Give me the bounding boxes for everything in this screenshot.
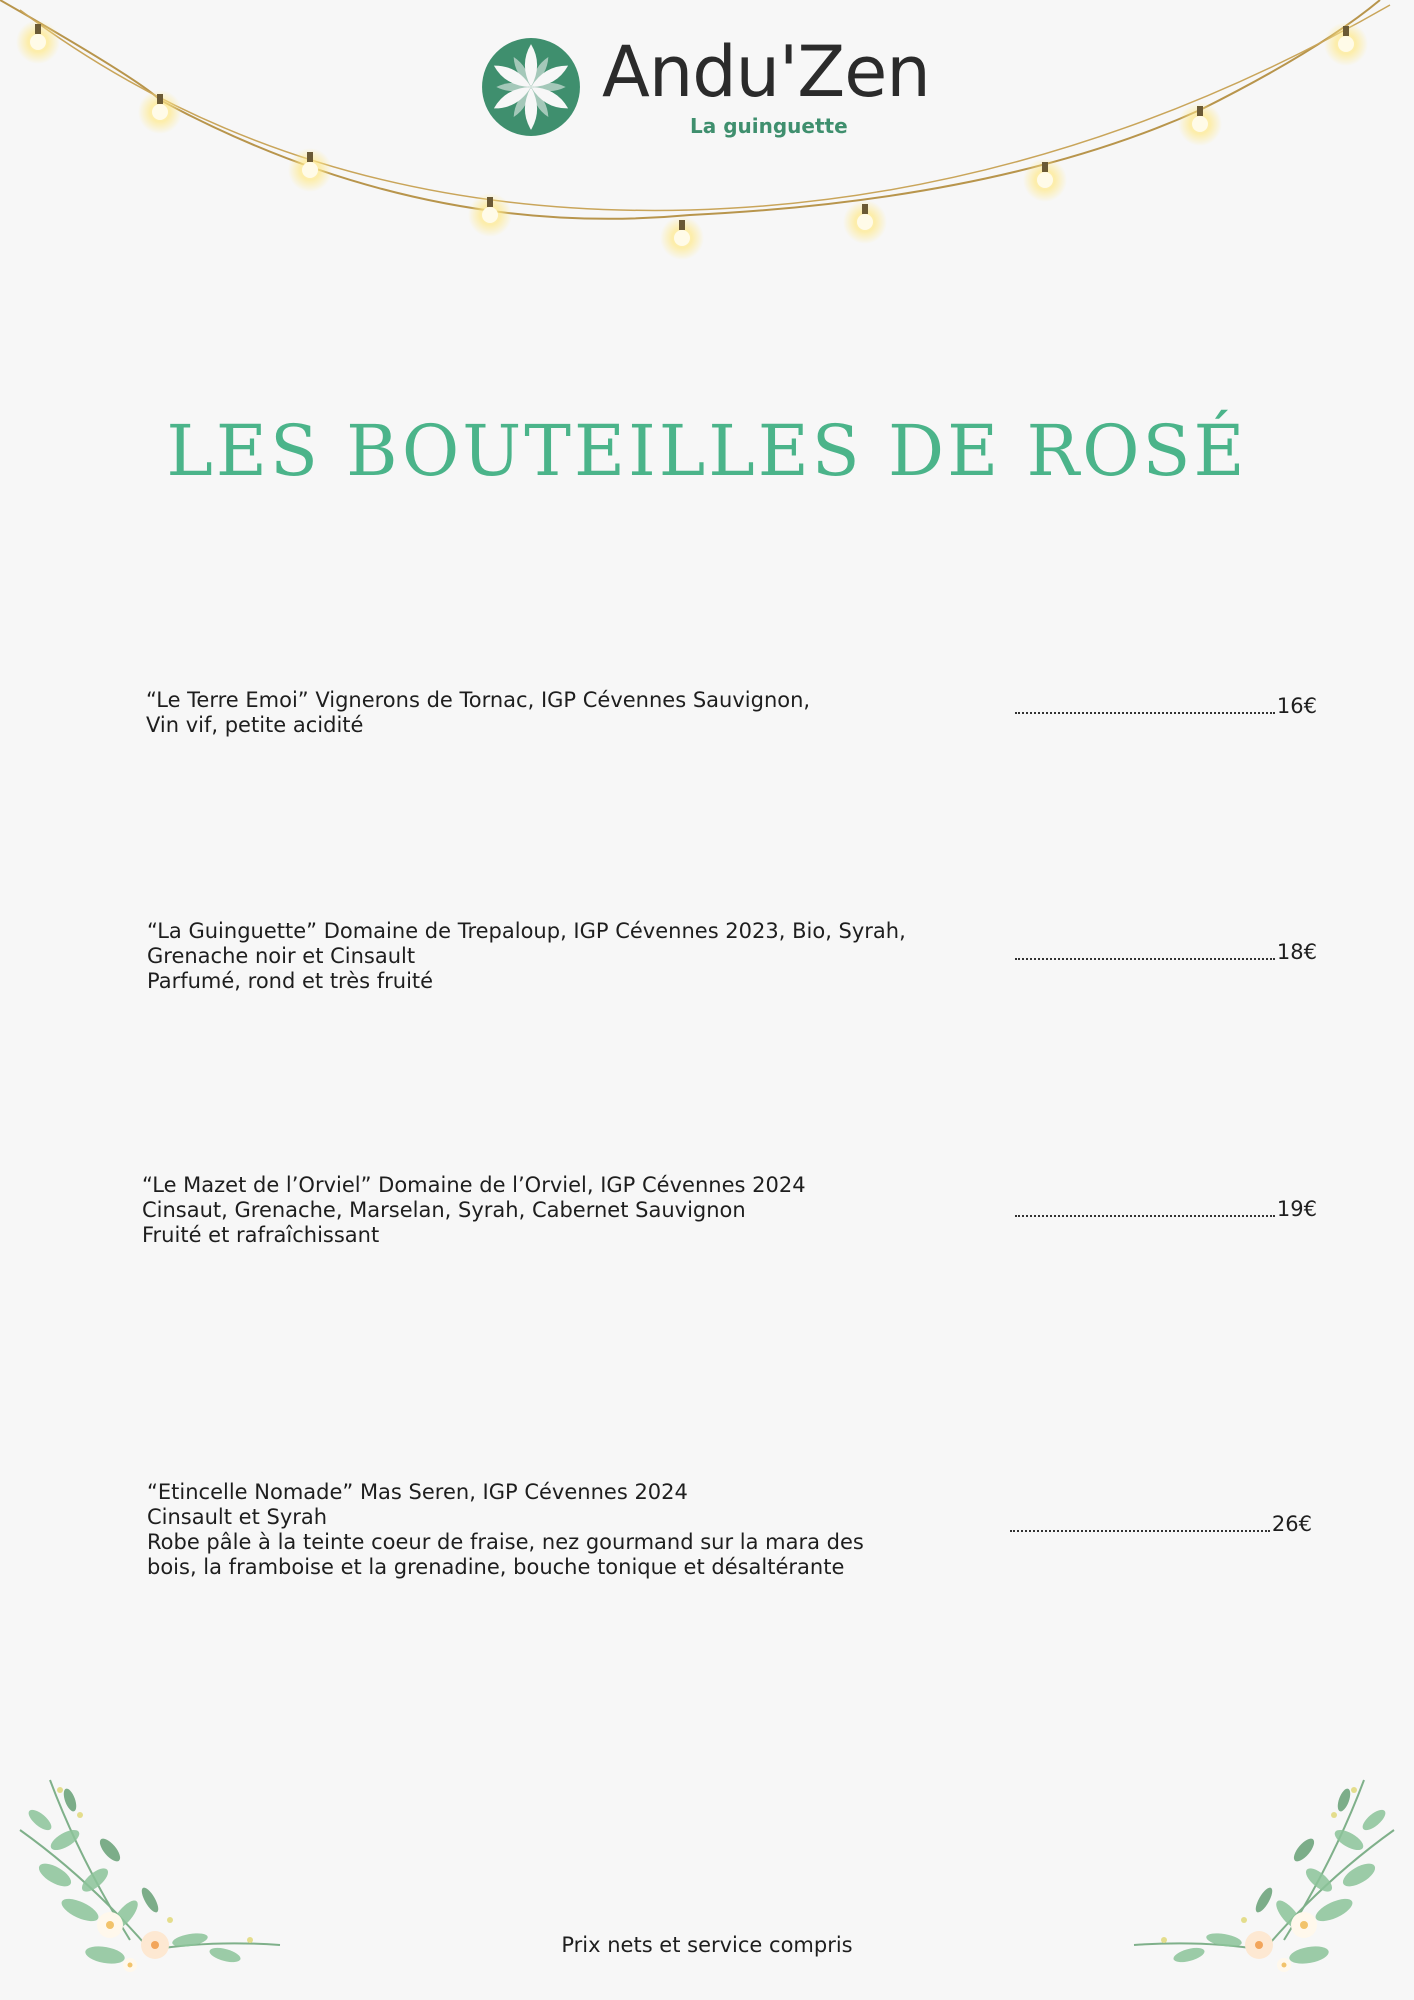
wine-description bbox=[147, 919, 1007, 994]
bulb-icon bbox=[660, 216, 704, 260]
dot-leader bbox=[1015, 1195, 1275, 1217]
wine-line: “Etincelle Nomade” Mas Seren, IGP Cévennes 2024 bbox=[147, 1480, 688, 1504]
wine-line: Cinsault et Syrah bbox=[147, 1505, 328, 1529]
wine-line: Robe pâle à la teinte coeur de fraise, nez gourmand sur la mara des bbox=[147, 1530, 864, 1554]
bulb-icon bbox=[468, 193, 512, 237]
brand-logo bbox=[480, 31, 940, 146]
wine-line: Vin vif, petite acidité bbox=[146, 713, 364, 737]
wine-description bbox=[147, 1480, 1007, 1580]
footer-note: Prix nets et service compris bbox=[561, 1933, 853, 1957]
wine-price: 26€ bbox=[1271, 1512, 1312, 1536]
brand-tagline: La guinguette bbox=[690, 114, 848, 138]
wine-line: “Le Terre Emoi” Vignerons de Tornac, IGP Cévennes Sauvignon, bbox=[146, 688, 811, 712]
dot-leader bbox=[1015, 692, 1275, 714]
wine-line: Grenache noir et Cinsault bbox=[147, 944, 416, 968]
price-leader bbox=[1010, 1510, 1312, 1536]
wine-description bbox=[142, 1173, 1002, 1248]
price-leader bbox=[1015, 1195, 1317, 1221]
wine-line: “Le Mazet de l’Orviel” Domaine de l’Orviel, IGP Cévennes 2024 bbox=[142, 1173, 806, 1197]
wine-price: 19€ bbox=[1276, 1197, 1317, 1221]
wine-line: Parfumé, rond et très fruité bbox=[147, 969, 434, 993]
wine-price: 18€ bbox=[1276, 940, 1317, 964]
floral-corner-left bbox=[10, 1770, 290, 1990]
dot-leader bbox=[1010, 1510, 1270, 1532]
brand-name: Andu'Zen bbox=[602, 31, 930, 113]
bulb-icon bbox=[288, 148, 332, 192]
bulb-icon bbox=[843, 200, 887, 244]
page-title: LES BOUTEILLES DE ROSÉ bbox=[166, 410, 1248, 492]
price-leader bbox=[1015, 938, 1317, 964]
wine-line: bois, la framboise et la grenadine, bouche tonique et désaltérante bbox=[147, 1555, 845, 1579]
bulb-icon bbox=[1178, 102, 1222, 146]
bulb-icon bbox=[16, 20, 60, 64]
wine-price: 16€ bbox=[1276, 694, 1317, 718]
wine-line: Fruité et rafraîchissant bbox=[142, 1223, 380, 1247]
wine-description bbox=[146, 688, 1006, 738]
wine-line: “La Guinguette” Domaine de Trepaloup, IGP Cévennes 2023, Bio, Syrah, bbox=[147, 919, 906, 943]
floral-corner-right bbox=[1124, 1770, 1404, 1990]
dot-leader bbox=[1015, 938, 1275, 960]
bulb-icon bbox=[1023, 158, 1067, 202]
bulb-icon bbox=[138, 90, 182, 134]
flower-of-life-icon bbox=[480, 36, 582, 138]
bulb-icon bbox=[1324, 22, 1368, 66]
wine-line: Cinsaut, Grenache, Marselan, Syrah, Cabernet Sauvignon bbox=[142, 1198, 746, 1222]
price-leader bbox=[1015, 692, 1317, 718]
